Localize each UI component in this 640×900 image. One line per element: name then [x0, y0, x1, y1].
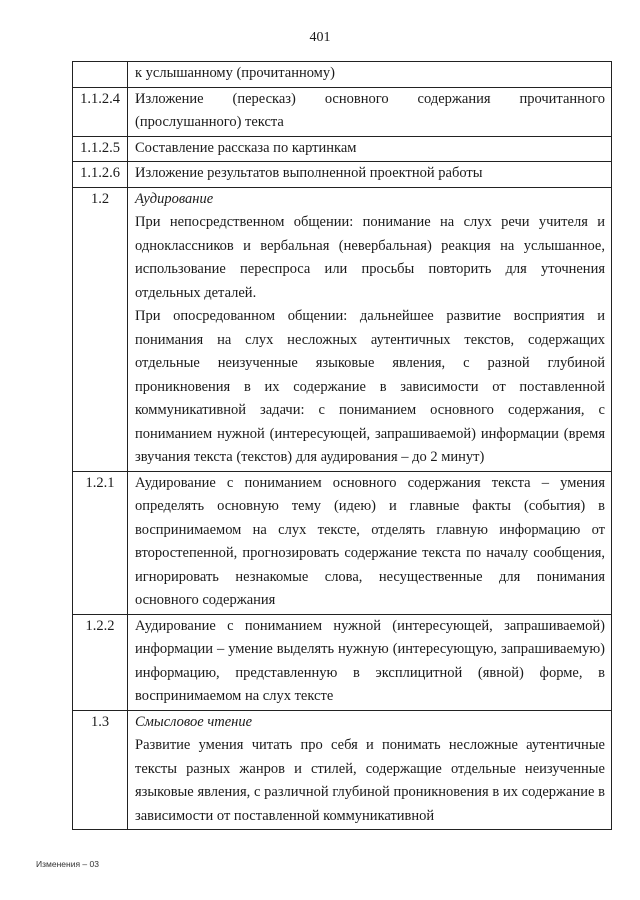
table-row [73, 62, 612, 88]
paragraph: к услышанному (прочитанному) [135, 65, 335, 81]
table-row [73, 187, 612, 471]
table-row [73, 710, 612, 830]
content-table [72, 61, 612, 830]
paragraph: Аудирование с пониманием нужной (интересующей, запрашиваемой) информации – умение выделять нужную (интересующую, запрашиваемую) информацию, представленную в эксплицитной (явной) форме, в воспринимаемом на слух тексте [135, 617, 605, 704]
section-title: Смысловое чтение [135, 713, 253, 730]
row-text [128, 136, 612, 162]
row-number: 1.2.2 [73, 614, 128, 710]
row-number: 1.1.2.4 [73, 87, 128, 136]
row-number: 1.2.1 [73, 471, 128, 614]
row-text [128, 471, 612, 614]
row-number: 1.3 [73, 710, 128, 830]
table-row [73, 162, 612, 188]
row-text [128, 710, 612, 830]
section-title: Аудирование [135, 190, 214, 207]
paragraph: Составление рассказа по картинкам [135, 139, 357, 156]
paragraph: Изложение (пересказ) основного содержания прочитанного (прослушанного) текста [135, 90, 605, 130]
paragraph: Изложение результатов выполненной проектной работы [135, 165, 483, 181]
paragraph: Развитие умения читать про себя и понимать несложные аутентичные тексты разных жанров и стилей, содержащие отдельные неизученные языковые явления, с различной глубиной проникновения в их содержание в зависимости от поставленной коммуникативной [135, 737, 605, 824]
paragraph: При опосредованном общении: дальнейшее развитие восприятия и понимания на слух несложных аутентичных текстов, содержащих отдельные неизученные языковые явления, с разной глубиной проникновения в их содержание в зависимости от поставленной коммуникативной задачи: с пониманием основного содержания, с пониманием нужной (интересующей, запрашиваемой) информации (время звучания текста (текстов) для аудирования – до 2 минут) [135, 308, 605, 465]
paragraph: Аудирование с пониманием основного содержания текста – умения определять основную тему (идею) и главные факты (события) в воспринимаемом на слух тексте, отделять главную информацию от второстепенной, прогнозировать содержание текста по началу сообщения, игнорировать незнакомые слова, несущественные для понимания основного содержания [135, 474, 605, 608]
table-row [73, 614, 612, 710]
page-number: 401 [309, 30, 331, 45]
row-number: 1.1.2.6 [73, 162, 128, 188]
row-number [73, 62, 128, 88]
paragraph: При непосредственном общении: понимание на слух речи учителя и одноклассников и вербальная (невербальная) реакция на услышанное, использование переспроса или просьбы повторить для уточнения отдельных деталей. [135, 214, 605, 301]
row-text [128, 614, 612, 710]
row-number: 1.2 [73, 187, 128, 471]
row-number: 1.1.2.5 [73, 136, 128, 162]
table-row [73, 87, 612, 136]
table-row [73, 471, 612, 614]
row-text [128, 187, 612, 471]
row-text [128, 162, 612, 188]
row-text [128, 62, 612, 88]
row-text [128, 87, 612, 136]
table-row [73, 136, 612, 162]
revision-note: Изменения – 03 [36, 859, 99, 869]
